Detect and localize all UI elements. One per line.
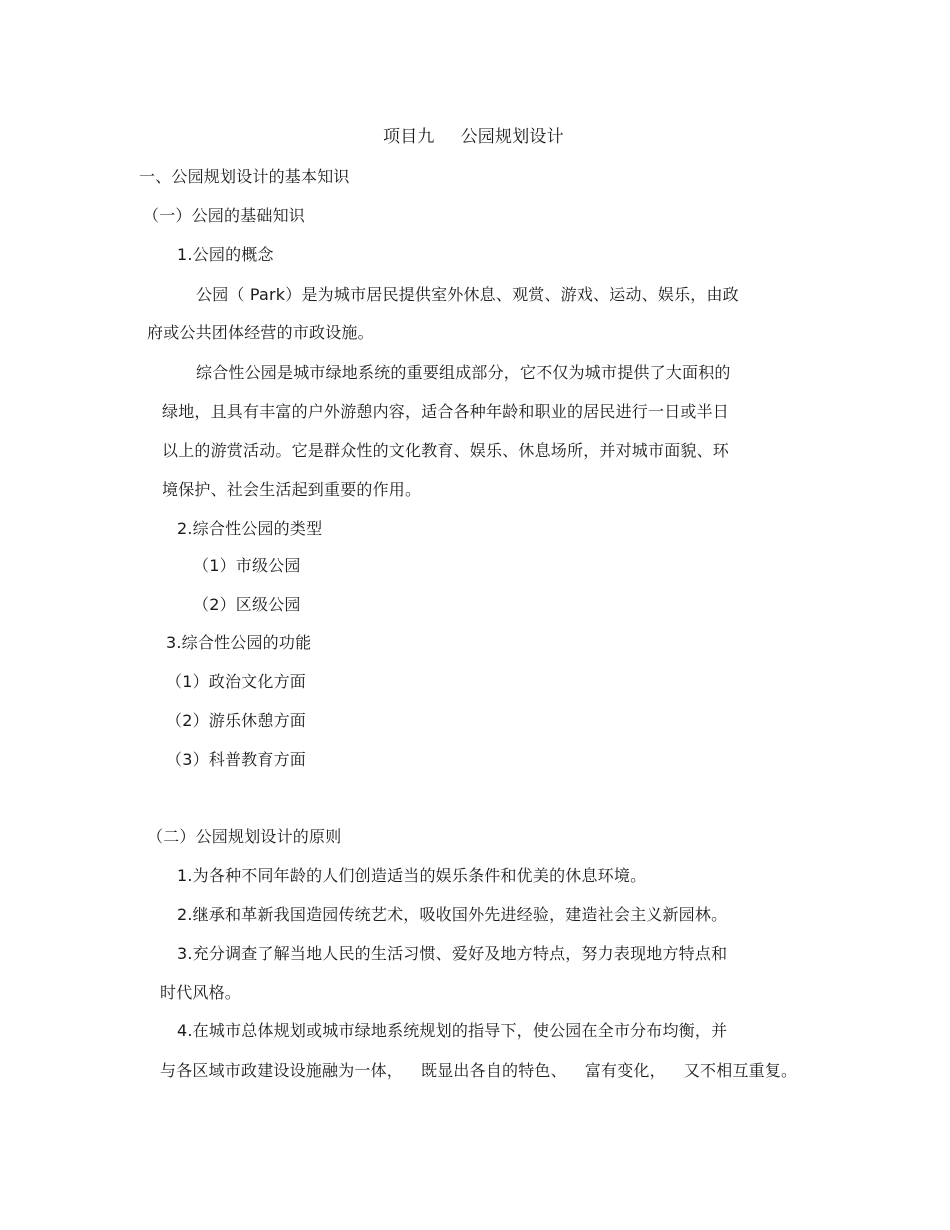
section-heading-1: 一、公园规划设计的基本知识 xyxy=(139,167,350,186)
principle-1: 1.为各种不同年龄的人们创造适当的娱乐条件和优美的休息环境。 xyxy=(177,866,647,885)
principle-4-segment-c: 富有变化， xyxy=(584,1061,666,1080)
principle-4-line-2 xyxy=(160,1060,797,1082)
subsection-heading-basics: （一）公园的基础知识 xyxy=(143,206,306,225)
type-item-district: （2）区级公园 xyxy=(193,595,301,614)
principle-3-line-1: 3.充分调查了解当地人民的生活习惯、爱好及地方特点，努力表现地方特点和 xyxy=(177,944,728,963)
paragraph-2-line-4: 境保护、社会生活起到重要的作用。 xyxy=(162,480,422,499)
item-heading-types: 2.综合性公园的类型 xyxy=(177,519,323,538)
paragraph-2-line-1: 综合性公园是城市绿地系统的重要组成部分，它不仅为城市提供了大面积的 xyxy=(196,363,731,382)
function-item-science-education: （3）科普教育方面 xyxy=(166,750,306,769)
type-item-city: （1）市级公园 xyxy=(193,556,301,575)
principle-4-line-1: 4.在城市总体规划或城市绿地系统规划的指导下，使公园在全市分布均衡，并 xyxy=(177,1021,728,1040)
paragraph-2-line-3: 以上的游赏活动。它是群众性的文化教育、娱乐、休息场所，并对城市面貌、环 xyxy=(162,441,730,460)
principle-3-line-2: 时代风格。 xyxy=(160,983,242,1002)
principle-2: 2.继承和革新我国造园传统艺术，吸收国外先进经验，建造社会主义新园林。 xyxy=(177,905,728,924)
principle-4-segment-d: 又不相互重复。 xyxy=(683,1061,798,1080)
principle-4-segment-a: 与各区域市政建设设施融为一体， xyxy=(160,1061,404,1080)
item-heading-functions: 3.综合性公园的功能 xyxy=(166,633,312,652)
subsection-heading-principles: （二）公园规划设计的原则 xyxy=(147,827,342,846)
paragraph-2-line-2: 绿地，且具有丰富的户外游憩内容，适合各种年龄和职业的居民进行一日或半日 xyxy=(162,402,730,421)
page-title xyxy=(383,126,564,148)
title-part-b: 公园规划设计 xyxy=(460,127,564,147)
paragraph-1-line-1: 公园（ Park）是为城市居民提供室外休息、观赏、游戏、运动、娱乐，由政 xyxy=(196,285,739,304)
item-heading-concept: 1.公园的概念 xyxy=(177,245,274,264)
principle-4-segment-b: 既显出各自的特色、 xyxy=(421,1061,567,1080)
title-part-a: 项目九 xyxy=(383,127,435,147)
paragraph-1-line-2: 府或公共团体经营的市政设施。 xyxy=(147,323,374,342)
function-item-politics-culture: （1）政治文化方面 xyxy=(166,672,306,691)
function-item-recreation: （2）游乐休憩方面 xyxy=(166,711,306,730)
